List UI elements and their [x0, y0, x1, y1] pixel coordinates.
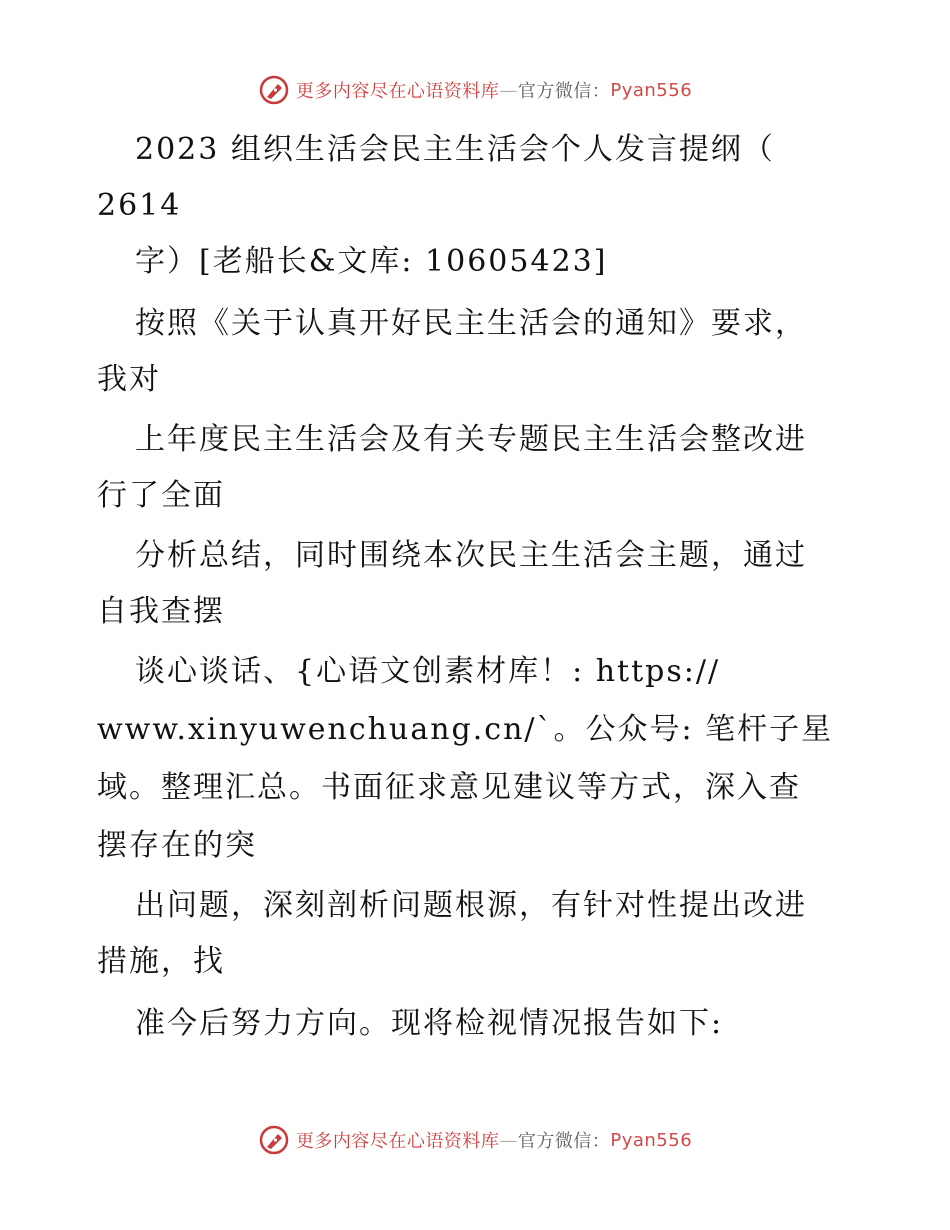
banner-main-text: 更多内容尽在心语资料库 [295, 1131, 500, 1152]
banner-separator: — [499, 1129, 518, 1151]
doc-line: 2023 组织生活会民主生活会个人发言提纲（ [135, 132, 775, 167]
banner-separator: — [499, 79, 518, 101]
doc-line: www.xinyuwenchuang.cn/`。公众号: 笔杆子星 [97, 712, 834, 747]
doc-line: 准今后努力方向。现将检视情况报告如下: [135, 1006, 724, 1041]
banner-main-text: 更多内容尽在心语资料库 [295, 81, 500, 102]
pen-nib-logo-icon [258, 1124, 290, 1156]
doc-line: 自我查摆 [97, 594, 225, 629]
banner-official-label: 官方微信： [517, 81, 611, 102]
pen-nib-logo-icon [258, 74, 290, 106]
banner-wechat-id: Pyan556 [610, 1129, 693, 1151]
doc-line: 摆存在的突 [97, 828, 257, 863]
doc-line: 2614 [97, 188, 182, 223]
doc-line: 谈心谈话、{心语文创素材库！: https:// [135, 654, 721, 689]
doc-line: 上年度民主生活会及有关专题民主生活会整改进 [135, 422, 807, 457]
doc-line: 我对 [97, 362, 161, 397]
doc-line: 出问题，深刻剖析问题根源，有针对性提出改进 [135, 888, 807, 923]
doc-line: 行了全面 [97, 478, 225, 513]
doc-line: 分析总结，同时围绕本次民主生活会主题，通过 [135, 538, 807, 573]
doc-line: 按照《关于认真开好民主生活会的通知》要求， [135, 306, 807, 341]
doc-line: 字）[老船长&文库: 10605423] [135, 244, 608, 279]
banner-wechat-id: Pyan556 [610, 79, 693, 101]
banner-official-label: 官方微信： [517, 1131, 611, 1152]
doc-line: 域。整理汇总。书面征求意见建议等方式，深入查 [97, 770, 801, 805]
footer-banner [0, 1120, 950, 1160]
header-banner [0, 70, 950, 110]
doc-line: 措施，找 [97, 944, 225, 979]
